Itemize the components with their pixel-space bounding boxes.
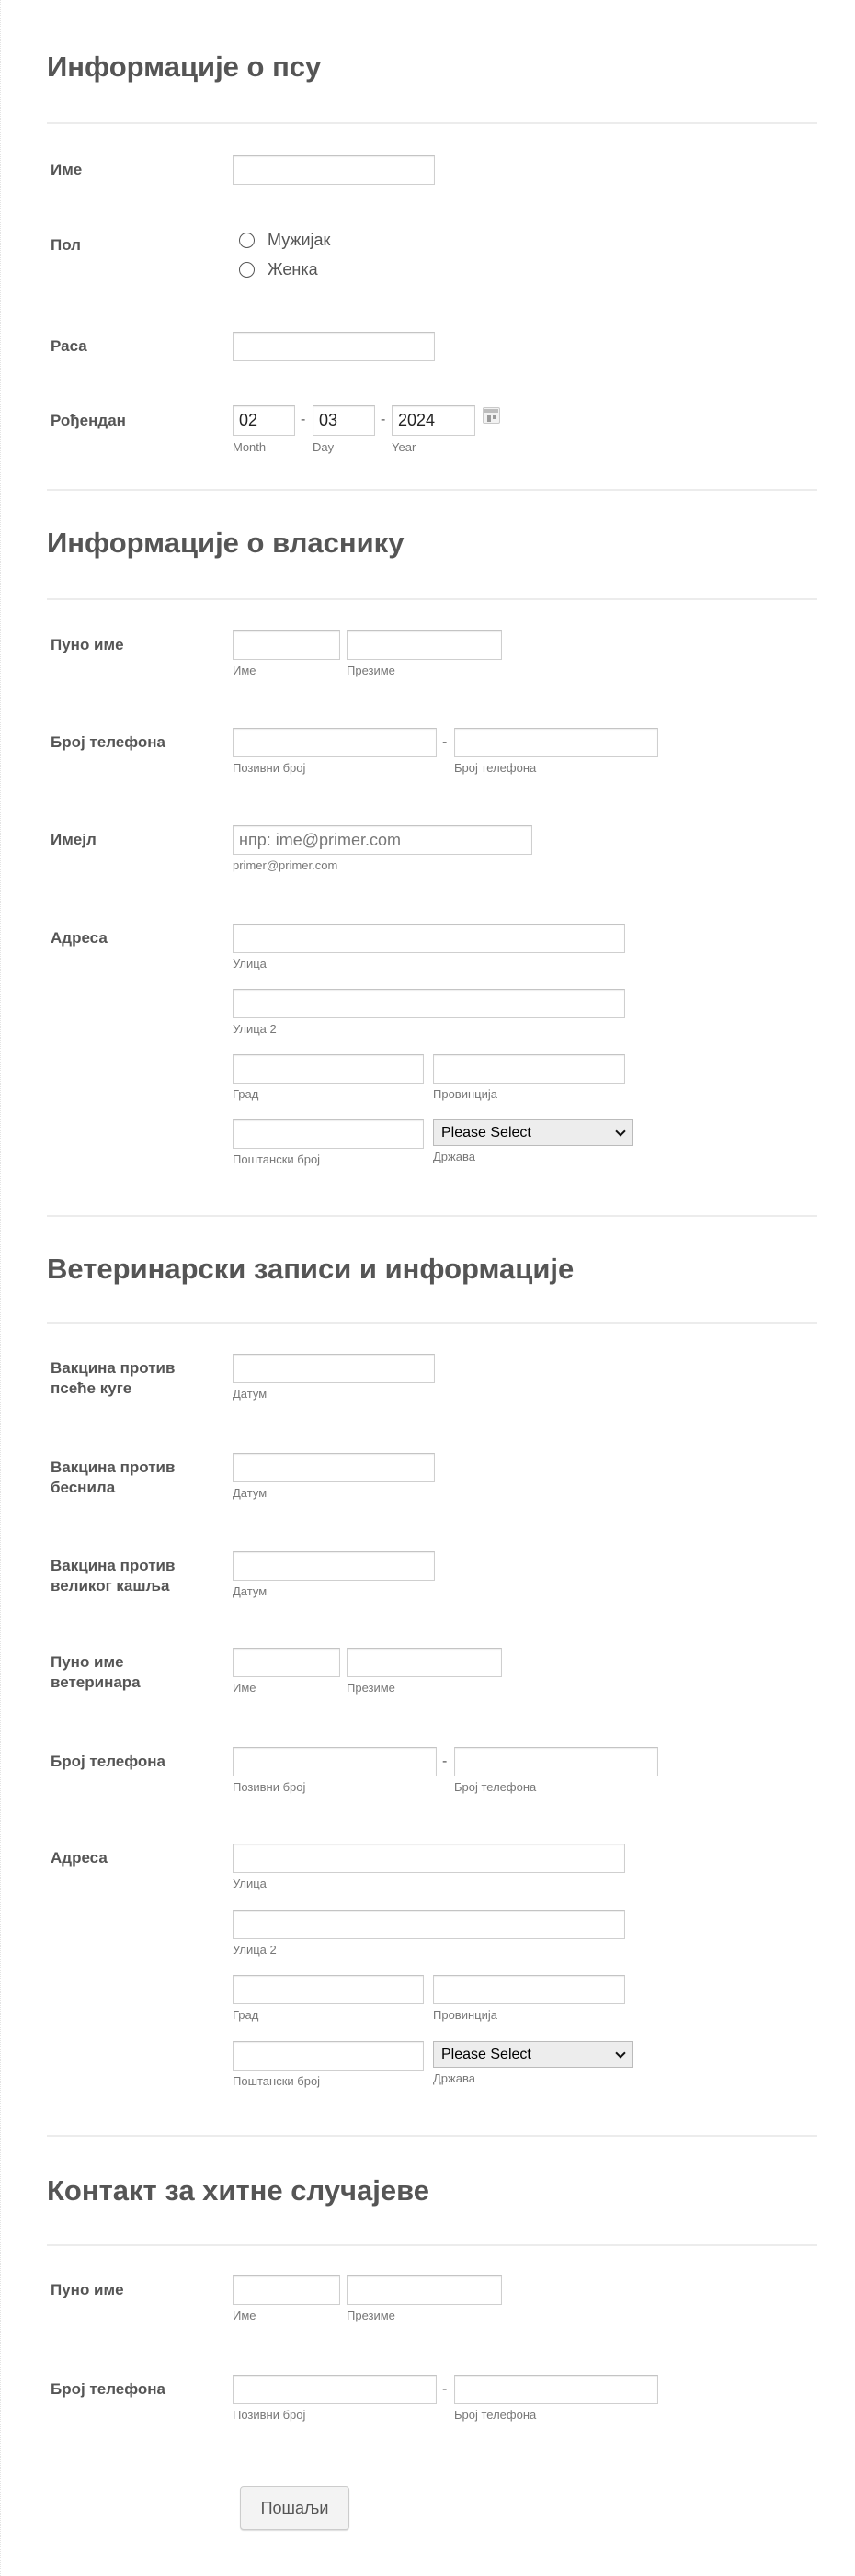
section-divider [47,1215,817,1217]
label-email: Имејл [51,831,97,848]
phone-separator: - [442,1753,448,1769]
vet-province-input[interactable] [433,1975,625,2004]
dog-name-input[interactable] [233,155,435,185]
email-input[interactable] [233,825,532,855]
label-distemper-vaccine: Вакцина против псеће куге [51,1359,176,1397]
sublabel-country: Држава [433,1150,475,1163]
sublabel-area-code: Позивни број [233,2408,306,2422]
label-vet-address: Адреса [51,1849,108,1867]
vet-last-name-input[interactable] [347,1648,502,1677]
country-select-value: Please Select [441,2046,531,2062]
sublabel-street: Улица [233,1877,267,1890]
sublabel-province: Провинција [433,1087,497,1101]
emergency-phone-number-input[interactable] [454,2375,658,2404]
sublabel-last-name: Презиме [347,2309,395,2322]
sublabel-year: Year [392,440,416,454]
owner-province-input[interactable] [433,1054,625,1084]
vet-phone-number-input[interactable] [454,1747,658,1776]
sublabel-phone-number: Број телефона [454,1780,537,1794]
distemper-date-input[interactable] [233,1354,435,1383]
owner-street2-input[interactable] [233,989,625,1018]
sublabel-day: Day [313,440,335,454]
emergency-last-name-input[interactable] [347,2275,502,2305]
label-kennel-cough-vaccine: Вакцина против великог кашља [51,1557,176,1594]
owner-country-select[interactable] [433,1119,633,1146]
label-rabies-vaccine: Вакцина против беснила [51,1458,176,1496]
date-separator: - [381,412,386,427]
vet-zip-input[interactable] [233,2041,424,2071]
birthday-day-input[interactable] [313,405,375,436]
section-divider [47,2135,817,2137]
sublabel-street: Улица [233,957,267,970]
section-divider [47,1322,817,1324]
section-title-vet-records: Ветеринарски записи и информације [47,1253,575,1285]
sublabel-street2: Улица 2 [233,1943,277,1957]
owner-zip-input[interactable] [233,1119,424,1149]
sublabel-zip: Поштански број [233,1152,321,1166]
sublabel-last-name: Презиме [347,1681,395,1695]
label-owner-address: Адреса [51,929,108,947]
sublabel-city: Град [233,1087,259,1101]
radio-button-icon[interactable] [239,233,255,248]
birthday-year-input[interactable] [392,405,475,436]
vet-first-name-input[interactable] [233,1648,340,1677]
sublabel-date: Датум [233,1486,268,1500]
vet-phone-area-input[interactable] [233,1747,437,1776]
owner-street-input[interactable] [233,924,625,953]
rabies-date-input[interactable] [233,1453,435,1482]
owner-phone-area-input[interactable] [233,728,437,757]
sublabel-first-name: Име [233,2309,256,2322]
page-left-edge [0,0,1,2576]
section-divider [47,489,817,491]
phone-separator: - [442,2381,448,2397]
sublabel-month: Month [233,440,267,454]
label-sex: Пол [51,236,81,254]
sublabel-date: Датум [233,1387,268,1401]
radio-button-icon[interactable] [239,262,255,278]
vet-street-input[interactable] [233,1844,625,1873]
section-divider [47,598,817,600]
country-select-value: Please Select [441,1124,531,1140]
radio-label-female: Женка [268,259,318,278]
submit-button[interactable]: Пошаљи [240,2486,349,2530]
vet-street2-input[interactable] [233,1910,625,1939]
label-owner-full-name: Пуно име [51,636,124,653]
label-emergency-full-name: Пуно име [51,2281,124,2298]
label-vet-full-name: Пуно име ветеринара [51,1653,141,1691]
owner-city-input[interactable] [233,1054,424,1084]
chevron-down-icon [615,2048,625,2058]
label-owner-phone: Број телефона [51,733,166,751]
label-breed: Раса [51,337,87,355]
section-title-dog-info: Информације о псу [47,51,322,83]
label-dog-name: Име [51,161,83,178]
vet-country-select[interactable] [433,2041,633,2068]
sublabel-area-code: Позивни број [233,761,306,775]
label-vet-phone: Број телефона [51,1753,166,1770]
label-emergency-phone: Број телефона [51,2380,166,2398]
owner-first-name-input[interactable] [233,630,340,660]
breed-input[interactable] [233,332,435,361]
sublabel-first-name: Име [233,664,256,677]
owner-phone-number-input[interactable] [454,728,658,757]
radio-label-male: Мужијак [268,230,331,249]
vet-city-input[interactable] [233,1975,424,2004]
sublabel-area-code: Позивни број [233,1780,306,1794]
section-title-owner-info: Информације о власнику [47,527,405,559]
birthday-month-input[interactable] [233,405,295,436]
sublabel-phone-number: Број телефона [454,2408,537,2422]
emergency-phone-area-input[interactable] [233,2375,437,2404]
sublabel-city: Град [233,2008,259,2022]
kennel-cough-date-input[interactable] [233,1551,435,1581]
sublabel-date: Датум [233,1584,268,1598]
sublabel-phone-number: Број телефона [454,761,537,775]
section-title-emergency-contact: Контакт за хитне случајеве [47,2174,429,2207]
radio-option-male[interactable] [239,230,330,250]
label-birthday: Рођендан [51,412,126,429]
owner-last-name-input[interactable] [347,630,502,660]
emergency-first-name-input[interactable] [233,2275,340,2305]
sublabel-last-name: Презиме [347,664,395,677]
phone-separator: - [442,734,448,750]
sublabel-first-name: Име [233,1681,256,1695]
sublabel-email-example: primer@primer.com [233,858,338,872]
chevron-down-icon [615,1126,625,1136]
section-divider [47,122,817,124]
date-separator: - [301,412,306,427]
sublabel-province: Провинција [433,2008,497,2022]
sublabel-street2: Улица 2 [233,1022,277,1036]
radio-option-female[interactable] [239,259,318,279]
sublabel-country: Држава [433,2071,475,2085]
section-divider [47,2244,817,2246]
calendar-icon[interactable] [483,407,500,424]
sublabel-zip: Поштански број [233,2074,321,2088]
